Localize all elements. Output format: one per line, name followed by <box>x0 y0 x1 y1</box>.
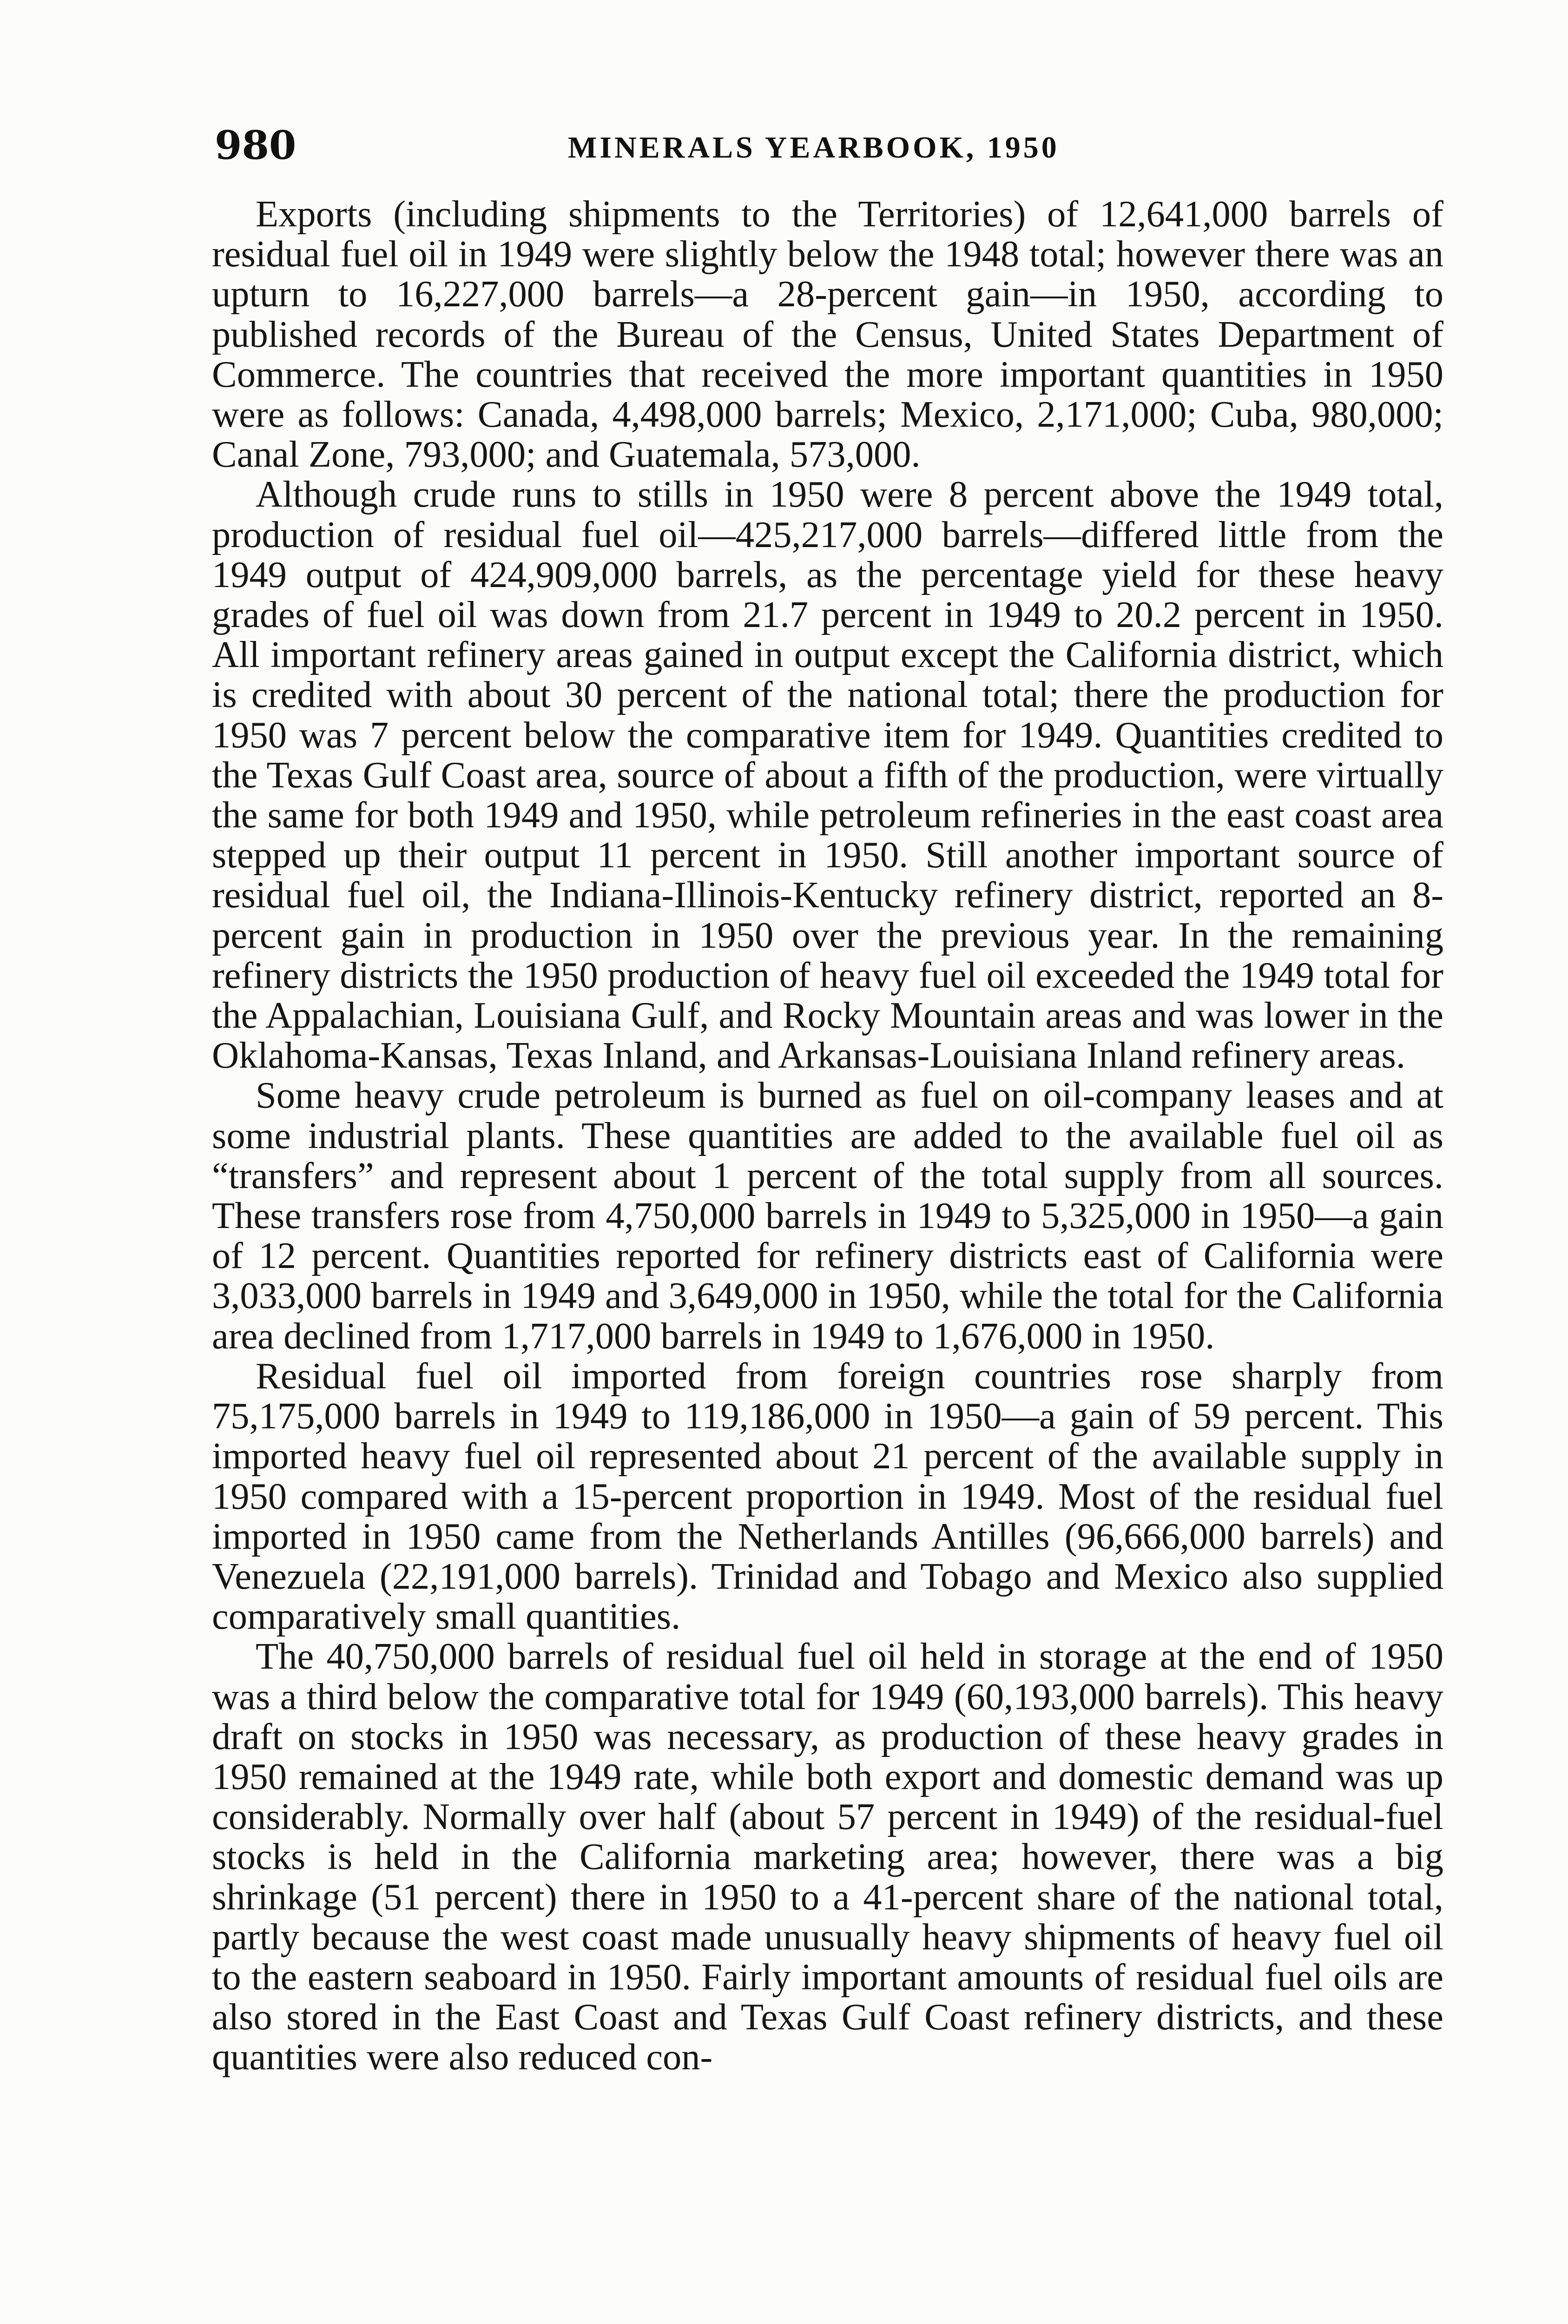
paragraph-stocks: The 40,750,000 barrels of residual fuel oil held in storage at the end of 1950 was a third below the comparative total for 1949 (60,193,000 barrels). This heavy draft on stocks in 1950 was necessary, as production of these heavy grades in 1950 remained at the 1949 rate, while both export and domestic demand was up considerably. Normally over half (about 57 percent in 1949) of the residual-fuel stocks is held in the California marketing area; however, there was a big shrinkage (51 percent) there in 1950 to a 41-percent share of the national total, partly because the west coast made unusually heavy shipments of heavy fuel oil to the eastern seaboard in 1950. Fairly important amounts of residual fuel oils are also stored in the East Coast and Texas Gulf Coast refinery districts, and these quantities were also reduced con- <box>212 1636 1443 2078</box>
paragraph-transfers: Some heavy crude petroleum is burned as fuel on oil-company leases and at some industrial plants. These quantities are added to the available fuel oil as “transfers” and represent about 1 percent of the total supply from all sources. These transfers rose from 4,750,000 barrels in 1949 to 5,325,000 in 1950—a gain of 12 percent. Quantities reported for refinery districts east of California were 3,033,000 barrels in 1949 and 3,649,000 in 1950, while the total for the California area declined from 1,717,000 barrels in 1949 to 1,676,000 in 1950. <box>212 1075 1443 1357</box>
paragraph-production: Although crude runs to stills in 1950 were 8 percent above the 1949 total, production of residual fuel oil—425,217,000 barrels—differed little from the 1949 output of 424,909,000 barrels, as the percentage yield for these heavy grades of fuel oil was down from 21.7 percent in 1949 to 20.2 percent in 1950. All important refinery areas gained in output except the California district, which is credited with about 30 percent of the national total; there the production for 1950 was 7 percent below the comparative item for 1949. Quantities credited to the Texas Gulf Coast area, source of about a fifth of the production, were virtually the same for both 1949 and 1950, while petroleum refineries in the east coast area stepped up their output 11 percent in 1950. Still another important source of residual fuel oil, the Indiana-Illinois-Kentucky refinery district, reported an 8-percent gain in production in 1950 over the previous year. In the remaining refinery districts the 1950 production of heavy fuel oil exceeded the 1949 total for the Appalachian, Louisiana Gulf, and Rocky Mountain areas and was lower in the Oklahoma-Kansas, Texas Inland, and Arkansas-Louisiana Inland refinery areas. <box>212 474 1443 1076</box>
page-header <box>215 120 1442 171</box>
body-text <box>212 194 1443 2078</box>
paragraph-imports: Residual fuel oil imported from foreign countries rose sharply from 75,175,000 barrels in 1949 to 119,186,000 in 1950—a gain of 59 percent. This imported heavy fuel oil represented about 21 percent of the available supply in 1950 compared with a 15-percent proportion in 1949. Most of the residual fuel imported in 1950 came from the Netherlands Antilles (96,666,000 barrels) and Venezuela (22,191,000 barrels). Trinidad and Tobago and Mexico also supplied comparatively small quantities. <box>212 1355 1443 1637</box>
running-head: MINERALS YEARBOOK, 1950 <box>568 131 1060 165</box>
page-number: 980 <box>215 122 296 168</box>
paragraph-exports: Exports (including shipments to the Territories) of 12,641,000 barrels of residual fuel oil in 1949 were slightly below the 1948 total; however there was an upturn to 16,227,000 barrels—a 28-percent gain—in 1950, according to published records of the Bureau of the Census, United States Department of Commerce. The countries that received the more important quantities in 1950 were as follows: Canada, 4,498,000 barrels; Mexico, 2,171,000; Cuba, 980,000; Canal Zone, 793,000; and Guatemala, 573,000. <box>212 193 1443 475</box>
